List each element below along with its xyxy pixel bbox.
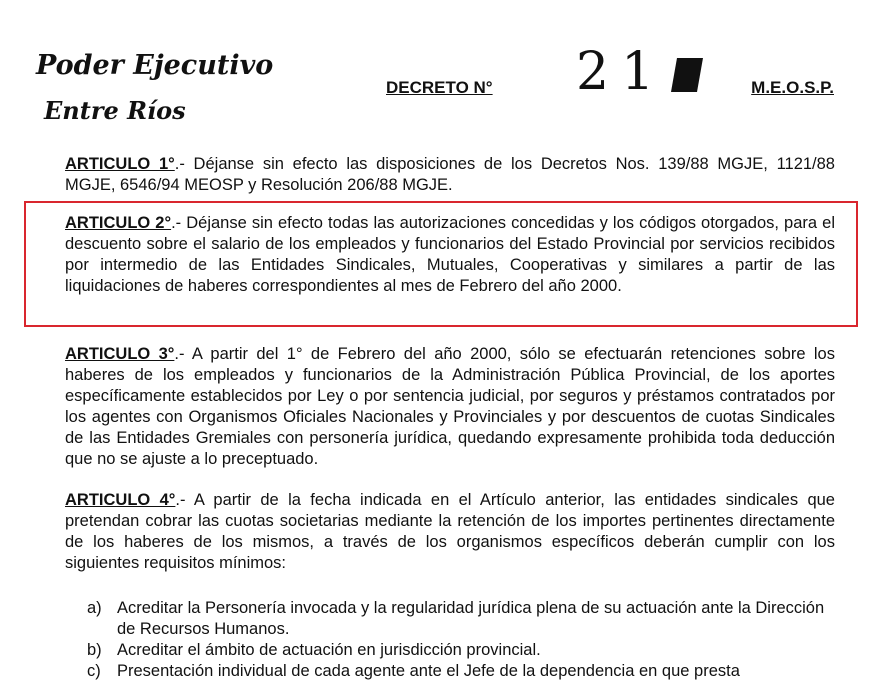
article-2	[65, 213, 835, 297]
authority-line-1: Poder Ejecutivo	[36, 50, 274, 81]
decree-header	[386, 42, 834, 106]
department-code: M.E.O.S.P.	[751, 78, 834, 97]
article-label: ARTICULO 4°	[65, 491, 176, 509]
requirements-list	[87, 598, 837, 682]
list-item	[87, 598, 837, 640]
article-text: .- Déjanse sin efecto todas las autorizaciones concedidas y los códigos otorgados, para el descuento sobre el salario de los empleados y funcionarios del Estado Provincial por servicios recibidos por intermedio de las Entidades Sindicales, Mutuales, Cooperativas y similares a partir de las liquidaciones de haberes correspondientes al mes de Febrero del año 2000.	[65, 214, 835, 295]
handwritten-mark	[671, 58, 703, 92]
article-text: .- A partir del 1° de Febrero del año 2000, sólo se efectuarán retenciones sobre los haberes de los empleados y funcionarios de la Administración Pública Provincial, de los aportes específicamente establecidos por Ley o por sentencia judicial, por seguros y préstamos contratados por los agentes con Organismos Oficiales Nacionales y Provinciales y por descuentos de cuotas Sindicales de las Entidades Gremiales con personería jurídica, quedando expresamente prohibida toda deducción que no se ajuste a lo preceptuado.	[65, 345, 835, 468]
list-item-text: Acreditar el ámbito de actuación en jurisdicción provincial.	[117, 641, 541, 659]
article-label: ARTICULO 3°	[65, 345, 175, 363]
article-label: ARTICULO 2°	[65, 214, 172, 232]
article-4	[65, 490, 835, 574]
article-3	[65, 344, 835, 470]
article-text: .- A partir de la fecha indicada en el Artículo anterior, las entidades sindicales que pretendan cobrar las cuotas societarias mediante la retención de los importes pertinentes directamente de los haberes de los mismos, a través de los organismos específicos deberán cumplir con los siguientes requisitos mínimos:	[65, 491, 835, 572]
article-1	[65, 154, 835, 196]
list-item	[87, 661, 837, 682]
authority-line-2: Entre Ríos	[44, 96, 186, 125]
list-marker: a)	[87, 599, 102, 617]
list-item-text: Acreditar la Personería invocada y la regularidad jurídica plena de su actuación ante la Dirección de Recursos Humanos.	[117, 599, 825, 638]
article-label: ARTICULO 1°	[65, 155, 175, 173]
decree-number: 21	[576, 42, 667, 102]
list-marker: c)	[87, 662, 101, 680]
list-marker: b)	[87, 641, 102, 659]
article-text: .- Déjanse sin efecto las disposiciones de los Decretos Nos. 139/88 MGJE, 1121/88 MGJE, 6546/94 MEOSP y Resolución 206/88 MGJE.	[65, 155, 835, 194]
authority-seal	[36, 52, 273, 123]
decree-label: DECRETO N°	[386, 78, 493, 97]
list-item	[87, 640, 837, 661]
list-item-text: Presentación individual de cada agente ante el Jefe de la dependencia en que presta	[117, 662, 740, 680]
